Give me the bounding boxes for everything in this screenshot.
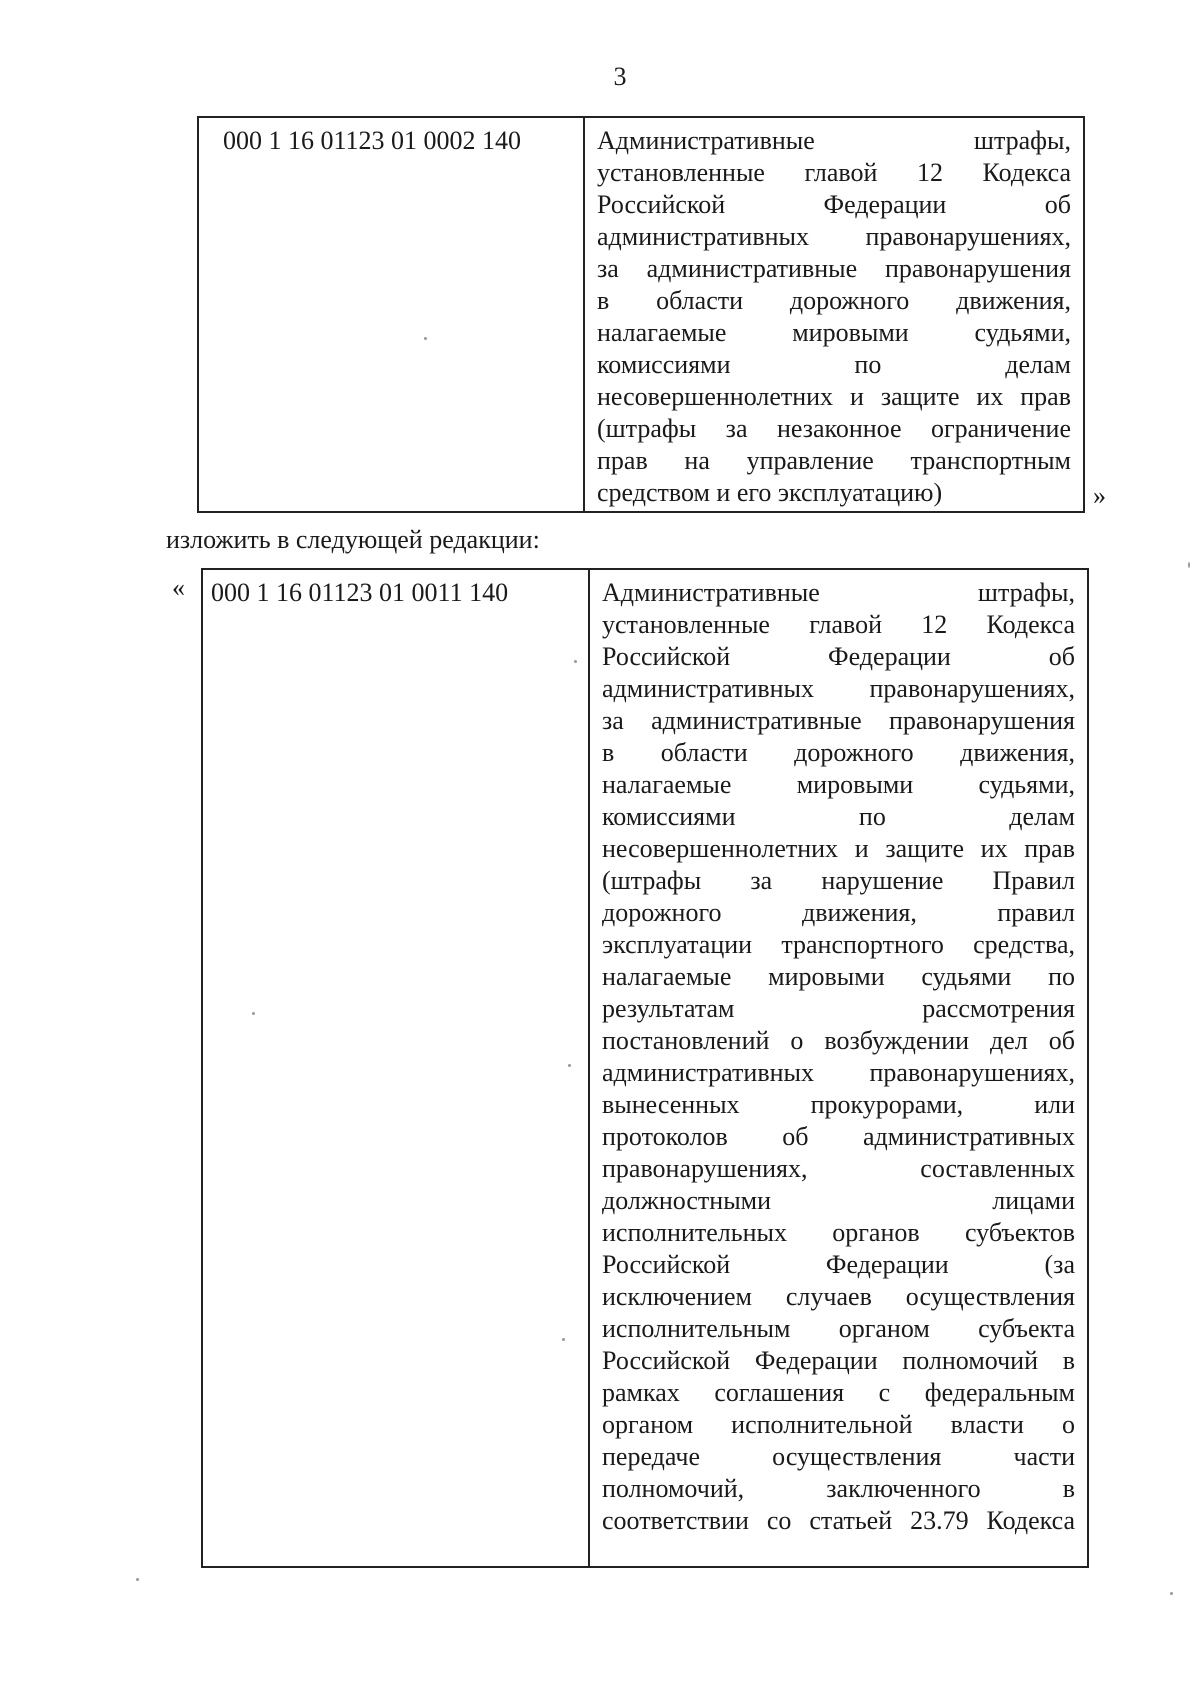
description-line: рамках соглашения с федеральным	[602, 1378, 1075, 1407]
description-line: в области дорожного движения,	[602, 738, 1075, 767]
description-line: Российской Федерации об	[597, 190, 1071, 219]
description-line: исполнительным органом субъекта	[602, 1314, 1075, 1343]
description-line: Российской Федерации полномочий в	[602, 1346, 1075, 1375]
description-line: протоколов об административных	[602, 1122, 1075, 1151]
description-line: установленные главой 12 Кодекса	[602, 610, 1075, 639]
description-line: административных правонарушениях,	[602, 1058, 1075, 1087]
page-number: 3	[613, 62, 627, 91]
description-line: административных правонарушениях,	[597, 222, 1071, 251]
code-description	[590, 570, 1087, 1566]
description-line: вынесенных прокурорами, или	[602, 1090, 1075, 1119]
description-line: дорожного движения, правил	[602, 898, 1075, 927]
description-line: в области дорожного движения,	[597, 286, 1071, 315]
description-line: прав на управление транспортным	[597, 446, 1071, 475]
description-line: средством и его эксплуатацию)	[597, 478, 943, 507]
scan-speck	[574, 660, 577, 663]
amendment-instruction: изложить в следующей редакции:	[166, 525, 540, 554]
description-line: эксплуатации транспортного средства,	[602, 930, 1075, 959]
description-line: передаче осуществления части	[602, 1442, 1075, 1471]
description-line: Административные штрафы,	[602, 578, 1075, 607]
budget-classification-code: 000 1 16 01123 01 0011 140	[203, 570, 590, 1566]
description-line: полномочий, заключенного в	[602, 1474, 1075, 1503]
opening-quote: «	[172, 573, 185, 602]
budget-code-table-old	[197, 116, 1085, 513]
description-line: комиссиями по делам	[602, 802, 1075, 831]
description-line: за административные правонарушения	[602, 706, 1075, 735]
description-line: несовершеннолетних и защите их прав	[597, 382, 1071, 411]
description-line: соответствии со статьей 23.79 Кодекса	[602, 1506, 1075, 1535]
description-line: (штрафы за незаконное ограничение	[597, 414, 1071, 443]
description-line: комиссиями по делам	[597, 350, 1071, 379]
scan-speck	[1170, 1592, 1173, 1595]
description-line: (штрафы за нарушение Правил	[602, 866, 1075, 895]
scan-speck	[252, 1012, 255, 1015]
scan-speck	[562, 1338, 565, 1341]
description-line: результатам рассмотрения	[602, 994, 1075, 1023]
description-line: исключением случаев осуществления	[602, 1282, 1075, 1311]
scan-speck	[1188, 562, 1190, 568]
budget-classification-code: 000 1 16 01123 01 0002 140	[199, 118, 585, 511]
closing-quote: »	[1093, 481, 1106, 510]
description-line: правонарушениях, составленных	[602, 1154, 1075, 1183]
code-description	[585, 118, 1083, 511]
description-line: органом исполнительной власти о	[602, 1410, 1075, 1439]
scan-speck	[424, 337, 427, 340]
description-line: Административные штрафы,	[597, 126, 1071, 155]
description-line: должностными лицами	[602, 1186, 1075, 1215]
description-line: налагаемые мировыми судьями,	[597, 318, 1071, 347]
description-line: исполнительных органов субъектов	[602, 1218, 1075, 1247]
description-line: за административные правонарушения	[597, 254, 1071, 283]
description-line: постановлений о возбуждении дел об	[602, 1026, 1075, 1055]
description-line: налагаемые мировыми судьями по	[602, 962, 1075, 991]
description-line: несовершеннолетних и защите их прав	[602, 834, 1075, 863]
scan-speck	[568, 1064, 571, 1067]
description-line: административных правонарушениях,	[602, 674, 1075, 703]
description-line: Российской Федерации (за	[602, 1250, 1075, 1279]
budget-code-table-new	[201, 568, 1089, 1568]
description-line: установленные главой 12 Кодекса	[597, 158, 1071, 187]
description-line: Российской Федерации об	[602, 642, 1075, 671]
scan-speck	[136, 1578, 139, 1581]
description-line: налагаемые мировыми судьями,	[602, 770, 1075, 799]
